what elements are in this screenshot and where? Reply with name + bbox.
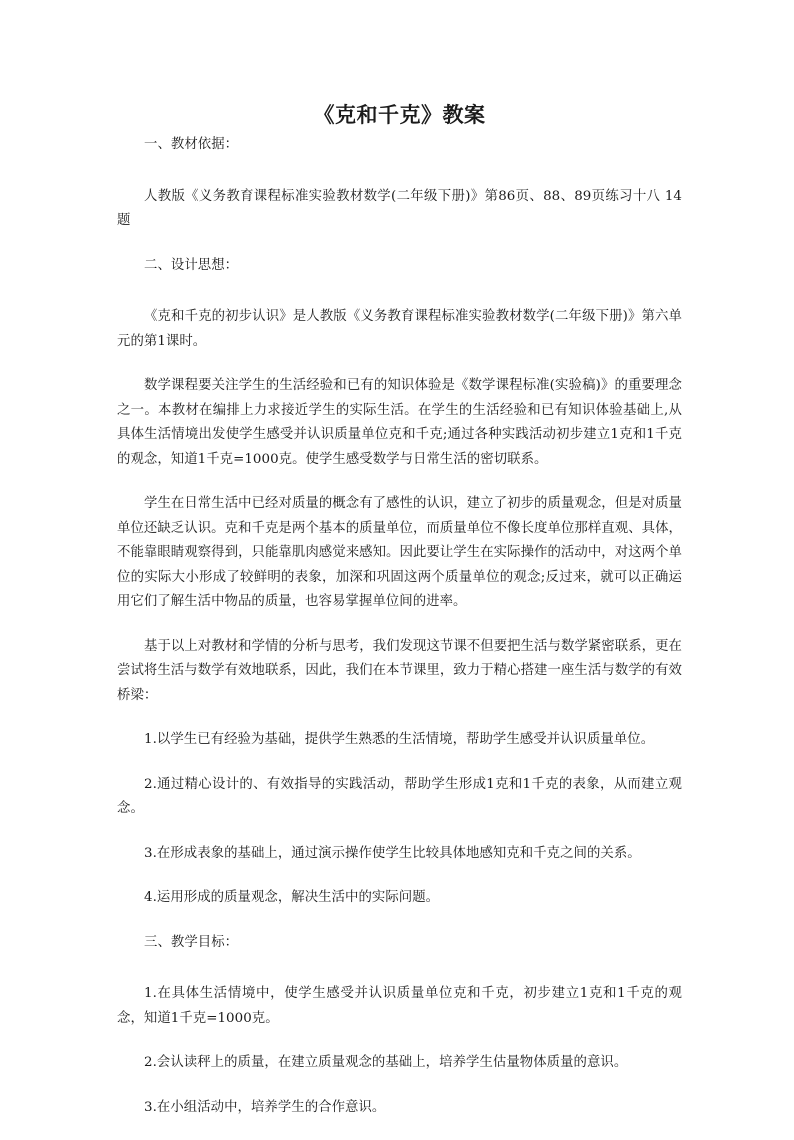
list-item-design-1: 1.以学生已有经验为基础，提供学生熟悉的生活情境，帮助学生感受并认识质量单位。 — [144, 732, 655, 747]
document-body — [117, 100, 682, 1140]
paragraph-student-analysis: 学生在日常生活中已经对质量的概念有了感性的认识，建立了初步的质量观念，但是对质量单位还缺乏认识。克和千克是两个基本的质量单位，而质量单位不像长度单位那样直观、具体，不能靠眼睛观察得到，只能靠肌肉感觉来感知。因此要让学生在实际操作的活动中，对这两个单位的实际大小形成了较鲜明的表象，加深和巩固这两个质量单位的观念;反过来，就可以正确运用它们了解生活中物品的质量，也容易掌握单位间的进率。 — [117, 496, 682, 609]
paragraph-textbook-reference: 人教版《义务教育课程标准实验教材数学(二年级下册)》第86页、88、89页练习十八 14题 — [117, 188, 682, 228]
list-item-design-3: 3.在形成表象的基础上，通过演示操作使学生比较具体地感知克和千克之间的关系。 — [144, 845, 641, 861]
list-item-design-2: 2.通过精心设计的、有效指导的实践活动，帮助学生形成1克和1千克的表象，从而建立观念。 — [117, 776, 682, 816]
paragraph-curriculum-concept: 数学课程要关注学生的生活经验和已有的知识体验是《数学课程标准(实验稿)》的重要理念之一。本教材在编排上力求接近学生的实际生活。在学生的生活经验和已有知识体验基础上,从具体生活情境出发使学生感受并认识质量单位克和千克;通过各种实践活动初步建立1克和1千克的观念，知道1千克=1000克。使学生感受数学与日常生活的密切联系。 — [117, 378, 682, 467]
section-heading-material-basis: 一、教材依据： — [144, 137, 239, 152]
list-item-goal-1: 1.在具体生活情境中，使学生感受并认识质量单位克和千克，初步建立1克和1千克的观念，知道1千克=1000克。 — [117, 986, 682, 1026]
list-item-goal-3: 3.在小组活动中，培养学生的合作意识。 — [144, 1099, 386, 1115]
paragraph-lesson-position: 《克和千克的初步认识》是人教版《义务教育课程标准实验教材数学(二年级下册)》第六单元的第1课时。 — [117, 309, 682, 349]
list-item-design-4: 4.运用形成的质量观念，解决生活中的实际问题。 — [144, 890, 440, 905]
section-heading-design-idea: 二、设计思想： — [144, 257, 239, 273]
document-title: 《克和千克》教案 — [313, 102, 486, 127]
paragraph-design-summary: 基于以上对教材和学情的分析与思考，我们发现这节课不但要把生活与数学紧密联系，更在尝试将生活与数学有效地联系，因此，我们在本节课里，致力于精心搭建一座生活与数学的有效桥梁： — [117, 638, 682, 703]
list-item-goal-2: 2.会认读秤上的质量，在建立质量观念的基础上，培养学生估量物体质量的意识。 — [144, 1055, 628, 1070]
section-heading-teaching-goals: 三、教学目标： — [144, 934, 239, 950]
